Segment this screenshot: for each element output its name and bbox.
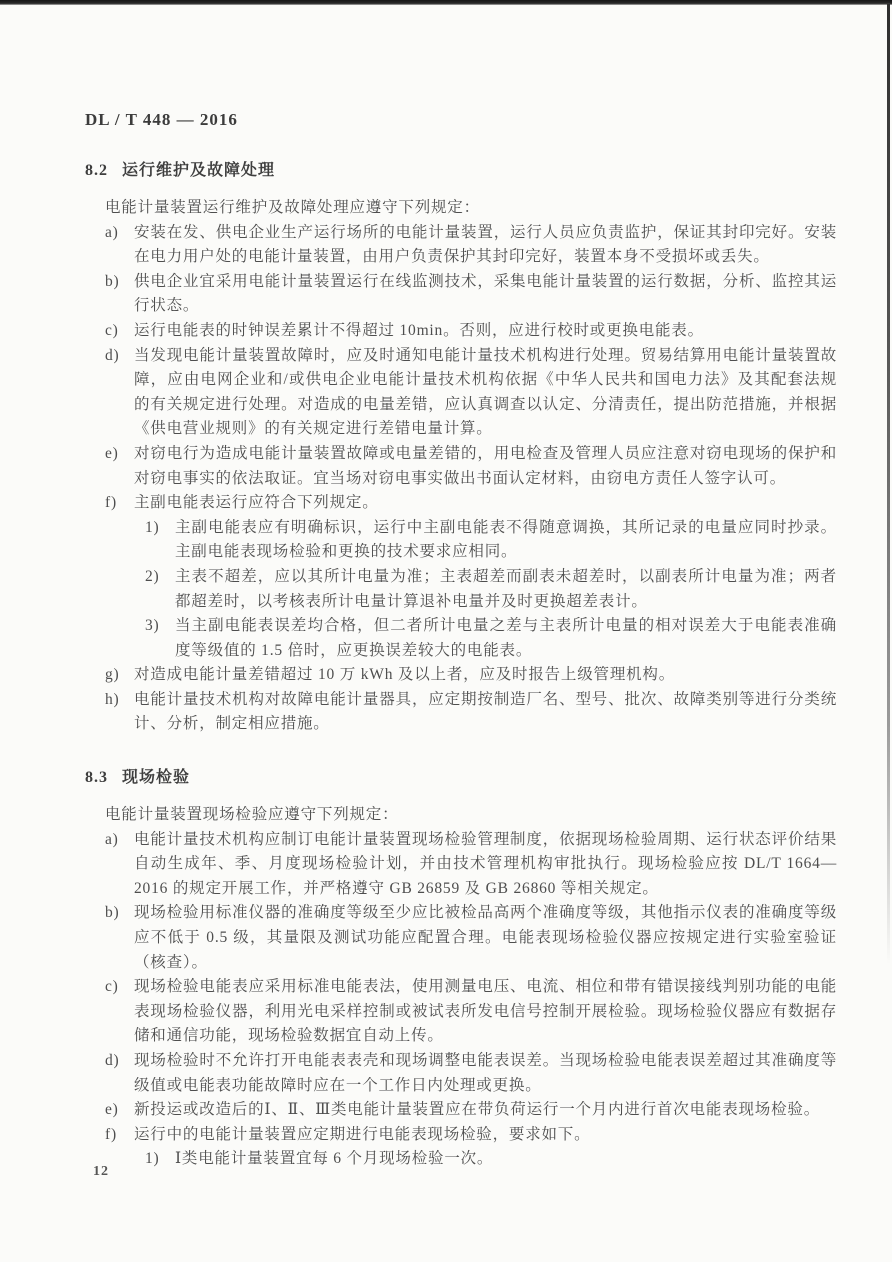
section-heading-8-2 bbox=[85, 157, 837, 180]
list-subitem bbox=[145, 516, 837, 565]
list-item-label: 3) bbox=[145, 617, 160, 635]
list-item-text: 当主副电能表误差均合格，但二者所计电量之差与主表所计电量的相对误差大于电能表准确度等级值的 1.5 倍时，应更换误差较大的电能表。 bbox=[175, 617, 837, 659]
list-item-label: c) bbox=[105, 978, 119, 996]
section-8-3-list bbox=[105, 828, 837, 1172]
list-item-text: Ⅰ类电能计量装置宜每 6 个月现场检验一次。 bbox=[175, 1150, 494, 1168]
list-item bbox=[105, 1123, 837, 1148]
list-item-text: 对造成电能计量差错超过 10 万 kWh 及以上者，应及时报告上级管理机构。 bbox=[134, 666, 676, 684]
list-item bbox=[105, 1098, 837, 1123]
list-item-text: 主表不超差，应以其所计电量为准；主表超差而副表未超差时，以副表所计电量为准；两者都超差时，以考核表所计电量计算退补电量并及时更换超差表计。 bbox=[175, 567, 837, 610]
list-item bbox=[105, 270, 837, 319]
list-item-text: 现场检验时不允许打开电能表表壳和现场调整电能表误差。当现场检验电能表误差超过其准确度等级值或电能表功能故障时应在一个工作日内处理或更换。 bbox=[134, 1052, 837, 1094]
list-item bbox=[105, 221, 837, 270]
list-subitem bbox=[145, 1147, 837, 1172]
list-item-label: h) bbox=[105, 690, 120, 708]
list-item-text: 对窃电行为造成电能计量装置故障或电量差错的，用电检查及管理人员应注意对窃电现场的保护和对窃电事实的依法取证。宜当场对窃电事实做出书面认定材料，由窃电方责任人签字认可。 bbox=[134, 444, 837, 487]
list-item-text: 安装在发、供电企业生产运行场所的电能计量装置，运行人员应负责监护，保证其封印完好。安装在电力用户处的电能计量装置，由用户负责保护其封印完好，装置本身不受损坏或丢失。 bbox=[134, 223, 837, 266]
list-item-text: 现场检验电能表应采用标准电能表法，使用测量电压、电流、相位和带有错误接线判别功能的电能表现场检验仪器，利用光电采样控制或被试表所发电信号控制开展检验。现场检验仪器应有数据存储和通信功能，现场检验数据宜自动上传。 bbox=[134, 978, 837, 1045]
list-subitem bbox=[145, 614, 837, 663]
list-item bbox=[105, 319, 837, 344]
list-item bbox=[105, 901, 837, 975]
list-item bbox=[105, 344, 837, 442]
list-item-text: 主副电能表应有明确标识，运行中主副电能表不得随意调换，其所记录的电量应同时抄录。主副电能表现场检验和更换的技术要求应相同。 bbox=[175, 518, 837, 561]
list-item-label: c) bbox=[105, 321, 119, 339]
list-item-text: 新投运或改造后的Ⅰ、Ⅱ、Ⅲ类电能计量装置应在带负荷运行一个月内进行首次电能表现场检验。 bbox=[134, 1101, 821, 1119]
list-item-label: f) bbox=[105, 494, 117, 512]
list-item-text: 当发现电能计量装置故障时，应及时通知电能计量技术机构进行处理。贸易结算用电能计量装置故障，应由电网企业和/或供电企业电能计量技术机构依据《中华人民共和国电力法》及其配套法规的有关规定进行处理。对造成的电量差错，应认真调查以认定、分清责任，提出防范措施，并根据《供电营业规则》的有关规定进行差错电量计算。 bbox=[134, 346, 837, 438]
list-item-label: e) bbox=[105, 444, 119, 462]
section-title: 运行维护及故障处理 bbox=[122, 162, 276, 179]
list-item-label: e) bbox=[105, 1101, 119, 1119]
list-item bbox=[105, 828, 837, 902]
list-subitem bbox=[145, 565, 837, 614]
list-item-text: 电能计量技术机构对故障电能计量器具，应定期按制造厂名、型号、批次、故障类别等进行分类统计、分析，制定相应措施。 bbox=[134, 690, 837, 733]
list-item bbox=[105, 663, 837, 688]
list-item-label: b) bbox=[105, 904, 120, 922]
list-item-label: b) bbox=[105, 272, 120, 290]
list-item bbox=[105, 491, 837, 516]
list-item-text: 运行中的电能计量装置应定期进行电能表现场检验，要求如下。 bbox=[134, 1125, 591, 1143]
list-item-text: 电能计量技术机构应制订电能计量装置现场检验管理制度，依据现场检验周期、运行状态评价结果自动生成年、季、月度现场检验计划，并由技术管理机构审批执行。现场检验应按 DL/T 1664—2016 的规定开展工作，并严格遵守 GB 26859 及 GB 26860 等相关规定。 bbox=[134, 830, 837, 897]
standard-number-header: DL / T 448 — 2016 bbox=[85, 110, 238, 129]
section-8-2-intro: 电能计量装置运行维护及故障处理应遵守下列规定： bbox=[105, 199, 480, 216]
section-number: 8.2 bbox=[85, 162, 108, 179]
page-number: 12 bbox=[93, 1164, 109, 1179]
list-item-label: d) bbox=[105, 1052, 120, 1069]
list-item-label: f) bbox=[105, 1125, 117, 1143]
scan-edge-right bbox=[887, 4, 890, 964]
section-number: 8.3 bbox=[85, 769, 108, 787]
list-item-text: 供电企业宜采用电能计量装置运行在线监测技术，采集电能计量装置的运行数据，分析、监控其运行状态。 bbox=[134, 272, 837, 315]
section-title: 现场检验 bbox=[122, 769, 191, 787]
list-item bbox=[105, 442, 837, 491]
list-item-text: 运行电能表的时钟误差累计不得超过 10min。否则，应进行校时或更换电能表。 bbox=[134, 321, 704, 339]
list-item-label: 1) bbox=[145, 1150, 160, 1168]
page-content bbox=[85, 110, 837, 1172]
list-item-label: g) bbox=[105, 666, 120, 684]
list-item-text: 现场检验用标准仪器的准确度等级至少应比被检品高两个准确度等级，其他指示仪表的准确度等级应不低于 0.5 级，其量限及测试功能应配置合理。电能表现场检验仪器应按规定进行实验室验证（核查）。 bbox=[134, 904, 837, 971]
list-item bbox=[105, 688, 837, 737]
section-8-3-intro: 电能计量装置现场检验应遵守下列规定： bbox=[105, 806, 399, 824]
list-item-text: 主副电能表运行应符合下列规定。 bbox=[134, 494, 379, 512]
section-8-2-list bbox=[105, 221, 837, 737]
list-item-label: 2) bbox=[145, 567, 160, 585]
list-item bbox=[105, 1049, 837, 1098]
list-item-label: d) bbox=[105, 346, 120, 364]
list-item-label: a) bbox=[105, 223, 119, 241]
scan-edge-top bbox=[0, 0, 892, 5]
list-item-label: a) bbox=[105, 830, 119, 848]
section-heading-8-3 bbox=[85, 764, 837, 787]
list-item-label: 1) bbox=[145, 518, 160, 536]
list-item bbox=[105, 975, 837, 1049]
